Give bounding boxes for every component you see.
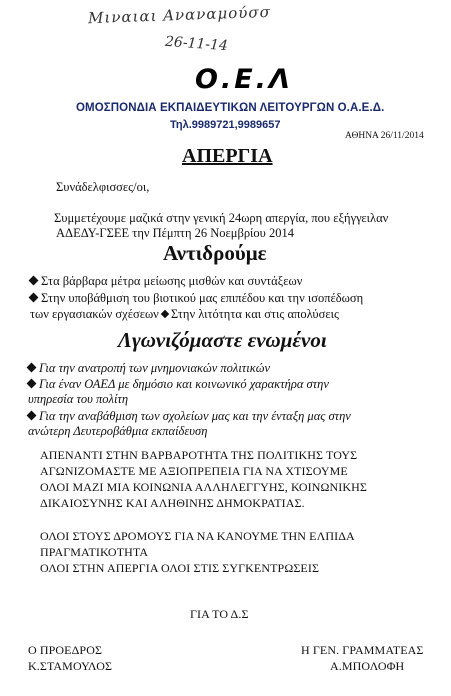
call-line-3: ΟΛΟΙ ΣΤΗΝ ΑΠΕΡΓΙΑ ΟΛΟΙ ΣΤΙΣ ΣΥΓΚΕΝΤΡΩΣΕΙΣ: [40, 561, 320, 575]
document-date: ΑΘΗΝΑ 26/11/2014: [345, 131, 424, 141]
secretary-name: Α.ΜΠΟΛΟΦΗ: [330, 659, 405, 673]
section-heading-react: Αντιδρούμε: [163, 241, 267, 265]
list-item-continuation: υπηρεσία του πολίτη: [28, 392, 129, 406]
handwritten-date: 26-11-14: [164, 33, 229, 55]
statement-line-2: ΑΓΩΝΙΖΟΜΑΣΤΕ ΜΕ ΑΞΙΟΠΡΕΠΕΙΑ ΓΙΑ ΝΑ ΧΤΙΣΟΥΜΕ: [40, 464, 348, 478]
list-item: Στα βάρβαρα μέτρα μείωσης μισθών και συντάξεων: [30, 274, 302, 289]
phone-numbers: Τηλ.9989721,9989657: [170, 119, 281, 131]
bullet-icon: [161, 310, 169, 318]
list-item: Για έναν ΟΑΕΔ με δημόσιο και κοινωνικό χαρακτήρα στην: [28, 377, 329, 392]
list-item: Για την αναβάθμιση των σχολείων μας και την ένταξη μας στην: [28, 409, 351, 424]
intro-line-2: ΑΔΕΔΥ-ΓΣΕΕ την Πέμπτη 26 Νοεμβρίου 2014: [56, 226, 294, 240]
list-item-continuation: ανώτερη Δευτεροβάθμια εκπαίδευση: [28, 424, 208, 438]
bullet-icon: [27, 379, 37, 389]
bullet-icon: [29, 293, 39, 303]
president-role: Ο ΠΡΟΕΔΡΟΣ: [28, 643, 103, 657]
intro-line-1: Συμμετέχουμε μαζικά στην γενική 24ωρη απεργία, που εξήγγειλαν: [54, 211, 389, 225]
list-item-continuation: των εργασιακών σχέσεων Στην λιτότητα και στις απολύσεις: [30, 307, 339, 321]
call-line-1: ΟΛΟΙ ΣΤΟΥΣ ΔΡΟΜΟΥΣ ΓΙΑ ΝΑ ΚΑΝΟΥΜΕ ΤΗΝ ΕΛΠΙΔΑ: [40, 529, 355, 543]
secretary-role: Η ΓΕΝ. ΓΡΑΜΜΑΤΕΑΣ: [301, 643, 424, 657]
section-heading-struggle: Λγωνιζόμαστε ενωμένοι: [118, 328, 327, 352]
union-logo: Ο.Ε.Λ: [195, 64, 293, 95]
greeting: Συνάδελφισσες/οι,: [56, 180, 150, 194]
bullet-icon: [29, 276, 39, 286]
bullet-icon: [27, 411, 37, 421]
call-line-2: ΠΡΑΓΜΑΤΙΚΟΤΗΤΑ: [40, 545, 149, 559]
bullet-icon: [27, 363, 37, 373]
document-title: ΑΠΕΡΓΙΑ: [182, 145, 273, 167]
statement-line-1: ΑΠΕΝΑΝΤΙ ΣΤΗΝ ΒΑΡΒΑΡΟΤΗΤΑ ΤΗΣ ΠΟΛΙΤΙΚΗΣ ΤΟΥΣ: [40, 448, 358, 462]
for-board-label: ΓΙΑ ΤΟ Δ.Σ: [190, 607, 249, 621]
president-name: Κ.ΣΤΑΜΟΥΛΟΣ: [28, 659, 113, 673]
statement-line-3: ΟΛΟΙ ΜΑΖΙ ΜΙΑ ΚΟΙΝΩΝΙΑ ΑΛΛΗΛΕΓΓΥΗΣ, ΚΟΙΝΩΝΙΚΗΣ: [40, 480, 368, 494]
handwritten-name: Μιναιαι Αναναμούσσ: [87, 2, 272, 28]
list-item: Στην υποβάθμιση του βιοτικού μας επιπέδου και την ισοπέδωση: [30, 291, 363, 306]
organization-name: ΟΜΟΣΠΟΝΔΙΑ ΕΚΠΑΙΔΕΥΤΙΚΩΝ ΛΕΙΤΟΥΡΓΩΝ Ο.Α.Ε.Δ.: [76, 102, 385, 114]
list-item: Για την ανατροπή των μνημονιακών πολιτικών: [28, 361, 270, 376]
statement-line-4: ΔΙΚΑΙΟΣΥΝΗΣ ΚΑΙ ΑΛΗΘΙΝΗΣ ΔΗΜΟΚΡΑΤΙΑΣ.: [40, 496, 305, 510]
